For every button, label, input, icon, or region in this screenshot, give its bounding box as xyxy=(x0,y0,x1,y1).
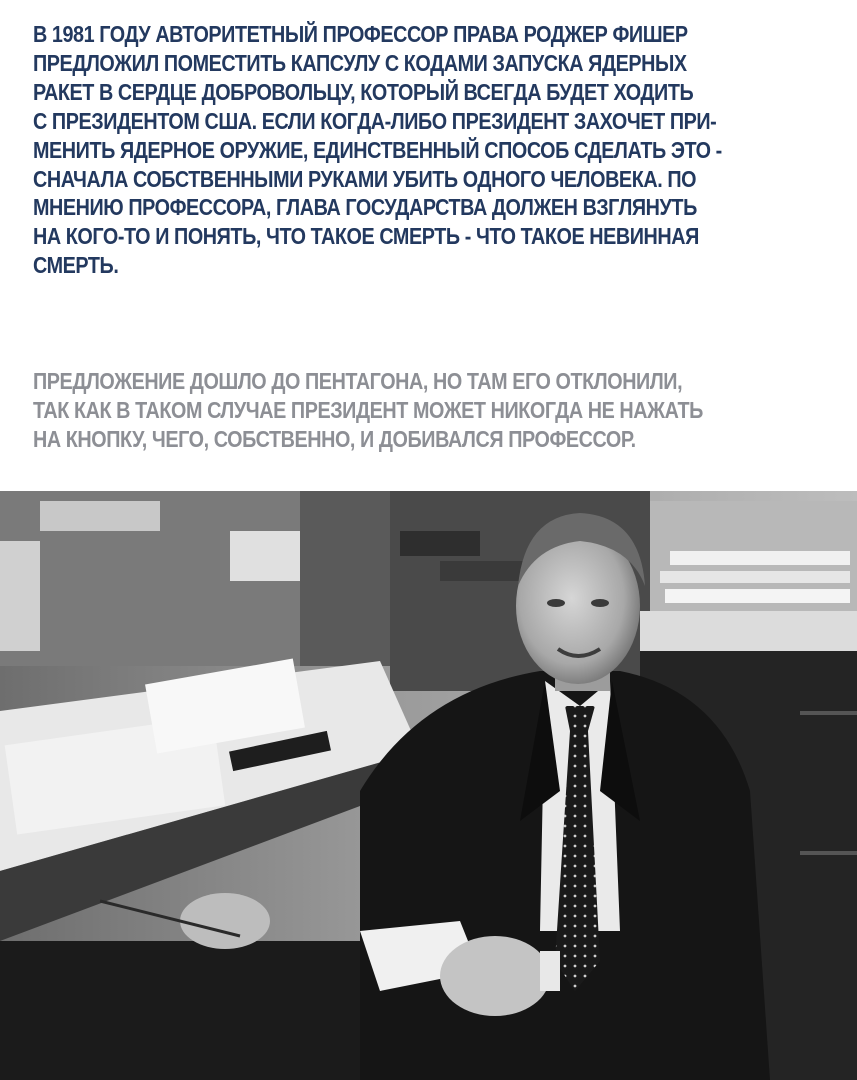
paragraph-secondary xyxy=(33,367,833,454)
paragraph-main-line: СМЕРТЬ. xyxy=(33,252,119,279)
paragraph-main-line: РАКЕТ В СЕРДЦЕ ДОБРОВОЛЬЦУ, КОТОРЫЙ ВСЕГДА БУДЕТ ХОДИТЬ xyxy=(33,78,694,105)
paragraph-secondary-line: ТАК КАК В ТАКОМ СЛУЧАЕ ПРЕЗИДЕНТ МОЖЕТ НИКОГДА НЕ НАЖАТЬ xyxy=(33,396,703,423)
paragraph-secondary-line: ПРЕДЛОЖЕНИЕ ДОШЛО ДО ПЕНТАГОНА, НО ТАМ ЕГО ОТКЛОНИЛИ, xyxy=(33,368,683,394)
paragraph-main-line: С ПРЕЗИДЕНТОМ США. ЕСЛИ КОГДА-ЛИБО ПРЕЗИДЕНТ ЗАХОЧЕТ ПРИ- xyxy=(33,107,717,134)
paragraph-main-line: ПРЕДЛОЖИЛ ПОМЕСТИТЬ КАПСУЛУ С КОДАМИ ЗАПУСКА ЯДЕРНЫХ xyxy=(33,49,687,76)
paragraph-main-line: МЕНИТЬ ЯДЕРНОЕ ОРУЖИЕ, ЕДИНСТВЕННЫЙ СПОСОБ СДЕЛАТЬ ЭТО - xyxy=(33,136,722,163)
paragraph-main xyxy=(33,20,833,280)
portrait-photo xyxy=(0,491,857,1080)
paragraph-main-line: НА КОГО-ТО И ПОНЯТЬ, ЧТО ТАКОЕ СМЕРТЬ - ЧТО ТАКОЕ НЕВИННАЯ xyxy=(33,223,699,250)
portrait-photo-illustration xyxy=(0,491,857,1080)
paragraph-main-line: СНАЧАЛА СОБСТВЕННЫМИ РУКАМИ УБИТЬ ОДНОГО ЧЕЛОВЕКА. ПО xyxy=(33,165,697,192)
paragraph-main-line: В 1981 ГОДУ АВТОРИТЕТНЫЙ ПРОФЕССОР ПРАВА РОДЖЕР ФИШЕР xyxy=(33,21,688,47)
paragraph-main-line: МНЕНИЮ ПРОФЕССОРА, ГЛАВА ГОСУДАРСТВА ДОЛЖЕН ВЗГЛЯНУТЬ xyxy=(33,194,697,221)
paragraph-secondary-line: НА КНОПКУ, ЧЕГО, СОБСТВЕННО, И ДОБИВАЛСЯ ПРОФЕССОР. xyxy=(33,425,636,452)
